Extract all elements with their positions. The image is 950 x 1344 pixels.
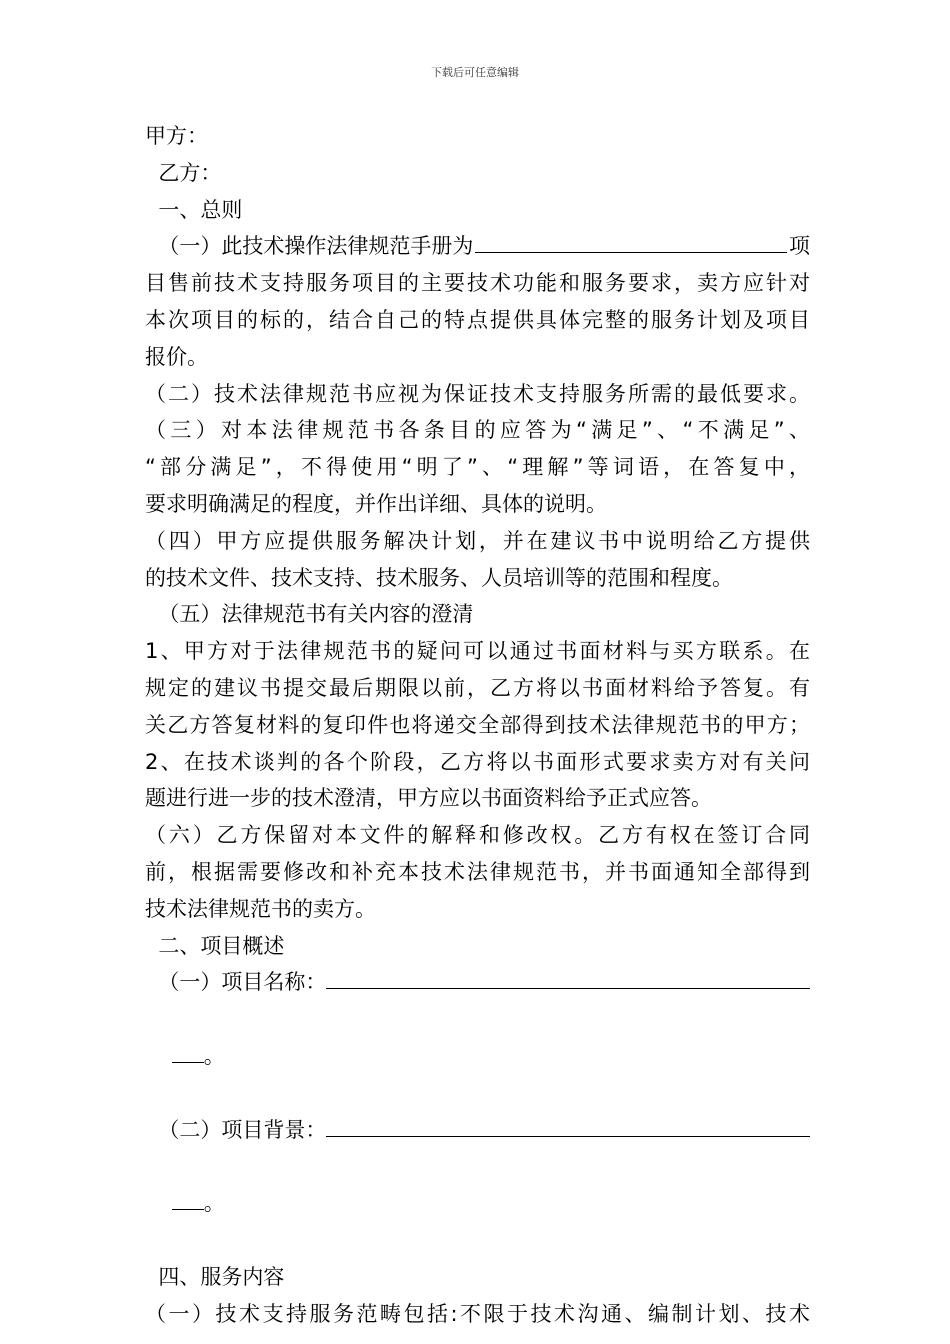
paragraph-line: 题进行进一步的技术澄清，甲方应以书面资料给予正式应答。 <box>145 786 712 811</box>
paragraph-line: “部分满足”，不得使用“明了”、“理解”等词语，在答复中， <box>145 455 810 480</box>
project-name-line <box>145 964 810 1001</box>
page-header: 下载后可任意编辑 <box>431 66 519 79</box>
paragraph-line: 技术法律规范书的卖方。 <box>145 896 376 921</box>
clause-5-line: （五）法律规范书有关内容的澄清 <box>145 602 474 627</box>
services-clause-1-line: （一）技术支持服务范畴包括:不限于技术沟通、编制计划、技术 <box>145 1301 810 1326</box>
handbook-name-blank <box>475 228 787 253</box>
period: 。 <box>203 1191 225 1216</box>
item-1-line: 1、甲方对于法律规范书的疑问可以通过书面材料与买方联系。在 <box>145 639 810 664</box>
paragraph-line: 目售前技术支持服务项目的主要技术功能和服务要求，卖方应针对 <box>145 271 810 296</box>
clause-6-line: （六）乙方保留对本文件的解释和修改权。乙方有权在签订合同 <box>145 823 810 848</box>
project-name-end-line <box>145 1001 810 1111</box>
clause-1-tail: 项 <box>789 234 810 259</box>
paragraph-line: 规定的建议书提交最后期限以前，乙方将以书面材料给予答复。有 <box>145 675 810 700</box>
project-background-label: （二）项目背景： <box>145 1117 327 1142</box>
project-name-blank <box>326 964 810 989</box>
project-name-blank-cont <box>172 1038 204 1063</box>
paragraph-line: 前，根据需要修改和补充本技术法律规范书，并书面通知全部得到 <box>145 859 810 884</box>
document-body <box>145 118 810 1332</box>
party-b-label: 乙方： <box>145 160 222 185</box>
item-2-line: 2、在技术谈判的各个阶段，乙方将以书面形式要求卖方对有关问 <box>145 749 810 774</box>
project-background-blank <box>326 1112 810 1137</box>
paragraph-line: 关乙方答复材料的复印件也将递交全部得到技术法律规范书的甲方； <box>145 712 810 737</box>
paragraph-line: 本次项目的标的，结合自己的特点提供具体完整的服务计划及项目 <box>145 307 810 332</box>
paragraph-line: 的技术文件、技术支持、技术服务、人员培训等的范围和程度。 <box>145 565 733 590</box>
project-background-end-line <box>145 1148 810 1258</box>
clause-2-line: （二）技术法律规范书应视为保证技术支持服务所需的最低要求。 <box>145 381 810 406</box>
clause-4-line: （四）甲方应提供服务解决计划，并在建议书中说明给乙方提供 <box>145 528 810 553</box>
section-heading-overview: 二、项目概述 <box>145 933 285 958</box>
paragraph-line: 要求明确满足的程度，并作出详细、具体的说明。 <box>145 491 607 516</box>
project-background-blank-cont <box>172 1185 204 1210</box>
period: 。 <box>203 1043 225 1068</box>
clause-3-line: （三）对本法律规范书各条目的应答为“满足”、“不满足”、 <box>145 418 810 443</box>
section-heading-services: 四、服务内容 <box>145 1264 285 1289</box>
project-name-label: （一）项目名称： <box>145 970 327 995</box>
party-a-label: 甲方： <box>145 124 208 148</box>
section-heading-general: 一、总则 <box>145 197 243 222</box>
clause-1-line <box>145 228 810 265</box>
project-background-line <box>145 1112 810 1149</box>
clause-1-text: （一）此技术操作法律规范手册为 <box>145 234 474 259</box>
paragraph-line: 报价。 <box>145 344 208 369</box>
